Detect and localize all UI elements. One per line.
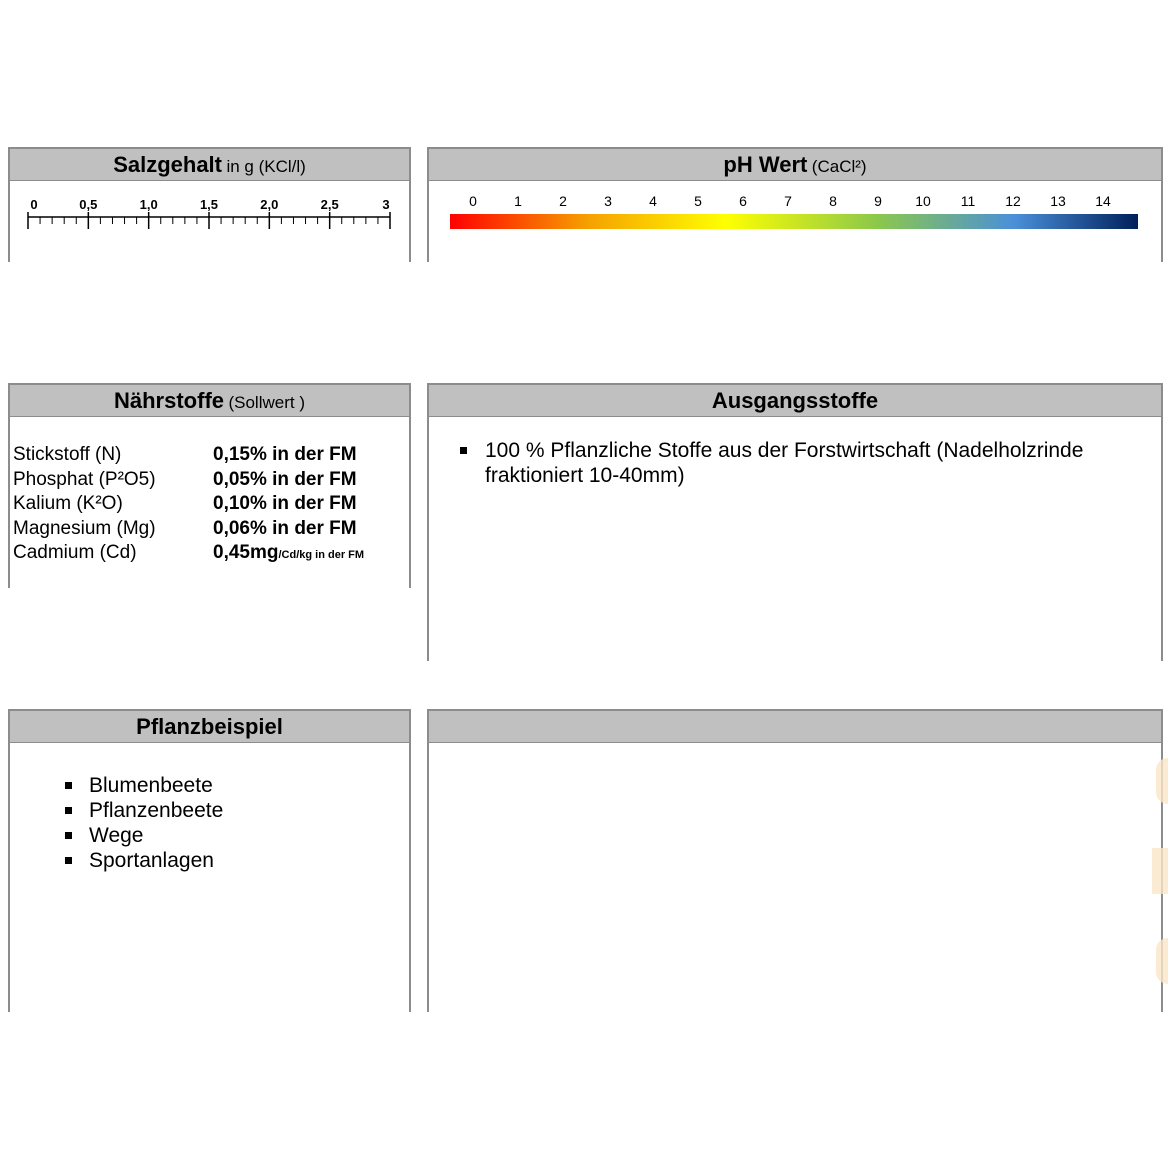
ruler-label: 3: [382, 197, 390, 212]
nutrient-value: 0,15% in der FM: [213, 444, 357, 465]
ph-label: 6: [739, 193, 747, 209]
nutrient-name: Stickstoff (N): [13, 444, 122, 465]
empty-panel: [427, 709, 1163, 1012]
list-item: [89, 823, 223, 848]
ph-label: 8: [829, 193, 837, 209]
bullet-icon: [460, 447, 467, 454]
nutrient-name: Phosphat (P²O5): [13, 468, 156, 490]
nutrient-value: 0,05% in der FM: [213, 468, 357, 490]
nutrient-unit: /Cd/kg in der FM: [278, 549, 365, 561]
nutrient-name: Cadmium (Cd): [13, 542, 137, 563]
nutrient-row: [13, 541, 364, 568]
edge-decoration: [1156, 758, 1168, 804]
empty-panel-header: [429, 711, 1161, 743]
salzgehalt-title: Salzgehalt: [113, 152, 222, 177]
ph-label: 13: [1050, 193, 1066, 209]
ruler-label: 0,5: [79, 197, 98, 212]
ph-label: 14: [1095, 193, 1111, 209]
ausgangsstoffe-panel: [427, 383, 1163, 661]
naehrstoffe-title: Nährstoffe: [114, 388, 225, 413]
ruler-label: 1,0: [139, 197, 158, 212]
ph-title: pH Wert: [723, 152, 808, 177]
pflanzbeispiel-item: Wege: [89, 824, 144, 847]
bullet-icon: [65, 832, 72, 839]
nutrient-table: [13, 443, 364, 568]
ph-label: 4: [649, 193, 657, 209]
pflanzbeispiel-header: [10, 711, 409, 743]
naehrstoffe-panel: [8, 383, 411, 588]
pflanzbeispiel-item: Sportanlagen: [89, 849, 214, 872]
nutrient-row: [13, 468, 364, 493]
ausgangsstoffe-item: 100 % Pflanzliche Stoffe aus der Forstwirtschaft (Nadelholzrinde fraktioniert 10-40mm): [485, 439, 1084, 487]
salzgehalt-scale: [10, 182, 409, 262]
ph-label: 10: [915, 193, 931, 209]
ph-label: 7: [784, 193, 792, 209]
ph-panel: [427, 147, 1163, 262]
ph-label: 12: [1005, 193, 1021, 209]
nutrient-name: Magnesium (Mg): [13, 517, 156, 539]
list-item: [89, 773, 223, 798]
ph-label: 3: [604, 193, 612, 209]
ruler-label: 1,5: [199, 197, 219, 212]
ruler-label: 0: [30, 197, 38, 212]
ruler-label: 2,0: [260, 197, 279, 212]
nutrient-value: 0,10% in der FM: [213, 493, 357, 514]
list-item: [89, 798, 223, 823]
ph-header: [429, 149, 1161, 181]
ph-label: 11: [960, 193, 976, 209]
bullet-icon: [65, 857, 72, 864]
pflanzbeispiel-list: [89, 773, 223, 873]
ph-label: 2: [559, 193, 567, 209]
bullet-icon: [65, 782, 72, 789]
ph-label: 5: [694, 193, 702, 209]
ausgangsstoffe-header: [429, 385, 1161, 417]
list-item: [485, 438, 1145, 488]
nutrient-value: 0,06% in der FM: [213, 517, 357, 539]
edge-decoration: [1156, 938, 1168, 984]
list-item: [89, 848, 223, 873]
ph-label: 9: [874, 193, 882, 209]
ausgangsstoffe-list: [485, 438, 1145, 488]
salzgehalt-header: [10, 149, 409, 181]
nutrient-name: Kalium (K²O): [13, 493, 123, 514]
nutrient-row: [13, 492, 364, 517]
nutrient-row: [13, 443, 364, 468]
ausgangsstoffe-title: Ausgangsstoffe: [711, 388, 879, 413]
ph-label: 0: [469, 193, 477, 209]
pflanzbeispiel-item: Pflanzenbeete: [89, 799, 224, 822]
naehrstoffe-subtitle: (Sollwert ): [228, 393, 305, 412]
edge-decoration: [1152, 848, 1168, 894]
ph-subtitle: (CaCl²): [811, 157, 867, 176]
salzgehalt-subtitle: in g (KCl/l): [226, 157, 306, 176]
salzgehalt-panel: [8, 147, 411, 262]
ruler-label: 2,5: [320, 197, 339, 212]
nutrient-value-number: 0,45mg: [213, 542, 279, 563]
pflanzbeispiel-title: Pflanzbeispiel: [136, 714, 283, 739]
pflanzbeispiel-panel: [8, 709, 411, 1012]
ph-color-bar: [450, 214, 1138, 229]
nutrient-row: [13, 517, 364, 542]
ph-label: 1: [514, 193, 522, 209]
naehrstoffe-header: [10, 385, 409, 417]
nutrient-value: [213, 541, 364, 568]
bullet-icon: [65, 807, 72, 814]
pflanzbeispiel-item: Blumenbeete: [89, 774, 213, 797]
